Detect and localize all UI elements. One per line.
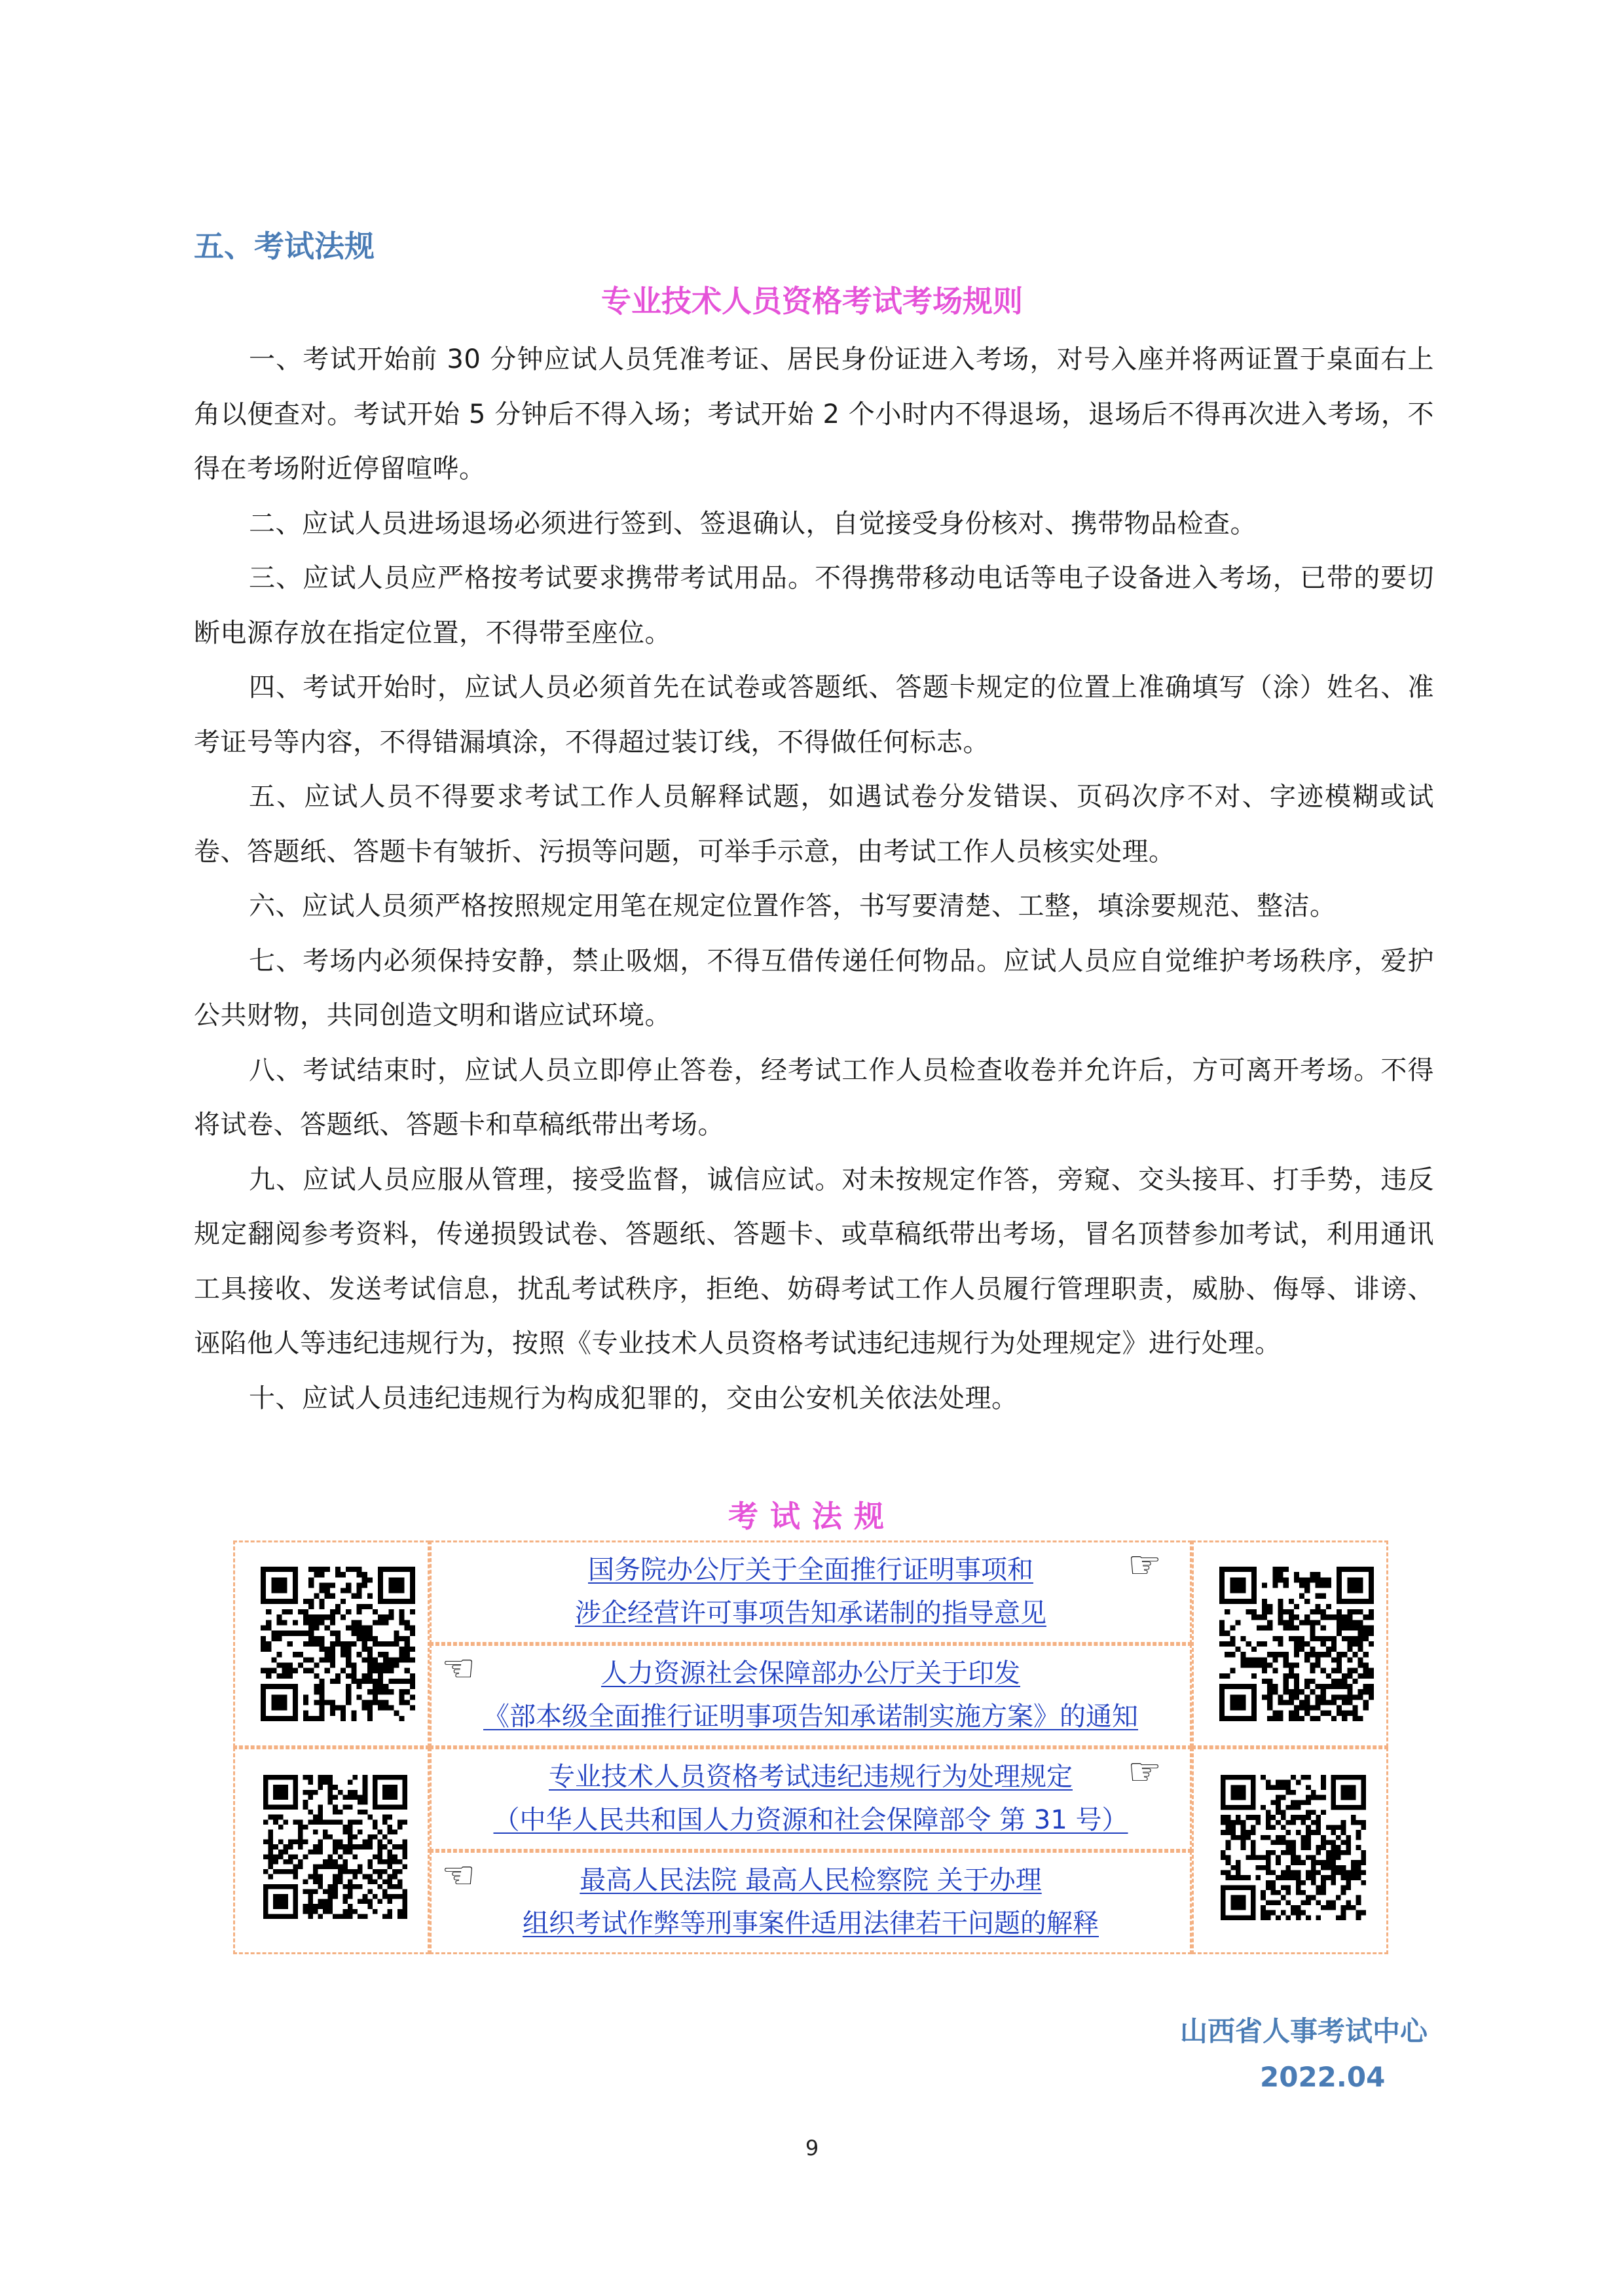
law-link-3[interactable] <box>430 1749 1192 1842</box>
law-link-4[interactable] <box>430 1859 1192 1945</box>
qr-code-2[interactable] <box>1219 1567 1374 1721</box>
rule-paragraph: 十、应试人员违纪违规行为构成犯罪的，交由公安机关依法处理。 <box>249 1383 1018 1413</box>
link-line[interactable]: （中华人民共和国人力资源和社会保障部令 第 31 号） <box>493 1805 1128 1835</box>
rule-paragraph: 四、考试开始时，应试人员必须首先在试卷或答题纸、答题卡规定的位置上准确填写（涂）姓名、准考证号等内容，不得错漏填涂，不得超过装订线，不得做任何标志。 <box>194 672 1434 757</box>
pointing-hand-icon: ☞ <box>1128 1542 1162 1587</box>
link-line[interactable]: 专业技术人员资格考试违纪违规行为处理规定 <box>549 1762 1073 1792</box>
footer-date: 2022.04 <box>1260 2061 1386 2093</box>
pointing-hand-icon: ☞ <box>1128 1749 1162 1794</box>
link-line[interactable]: 组织考试作弊等刑事案件适用法律若干问题的解释 <box>523 1908 1099 1939</box>
link-line[interactable]: 最高人民法院 最高人民检察院 关于办理 <box>580 1865 1042 1895</box>
law-link-2[interactable] <box>430 1652 1192 1738</box>
rule-paragraph: 一、考试开始前 30 分钟应试人员凭准考证、居民身份证进入考场，对号入座并将两证置于桌面右上角以便查对。考试开始 5 分钟后不得入场；考试开始 2 个小时内不得退场，退场后不得再次进入考场，不得在考场附近停留喧哗。 <box>194 344 1434 484</box>
rule-paragraph: 九、应试人员应服从管理，接受监督，诚信应试。对未按规定作答，旁窥、交头接耳、打手势，违反规定翻阅参考资料，传递损毁试卷、答题纸、答题卡、或草稿纸带出考场，冒名顶替参加考试，利用通讯工具接收、发送考试信息，扰乱考试秩序，拒绝、妨碍考试工作人员履行管理职责，威胁、侮辱、诽谤、诬陷他人等违纪违规行为，按照《专业技术人员资格考试违纪违规行为处理规定》进行处理。 <box>194 1164 1434 1358</box>
rule-paragraph: 七、考场内必须保持安静，禁止吸烟，不得互借传递任何物品。应试人员应自觉维护考场秩序，爱护公共财物，共同创造文明和谐应试环境。 <box>194 945 1434 1030</box>
rule-paragraph: 五、应试人员不得要求考试工作人员解释试题，如遇试卷分发错误、页码次序不对、字迹模糊或试卷、答题纸、答题卡有皱折、污损等问题，可举手示意，由考试工作人员核实处理。 <box>194 782 1434 867</box>
rule-paragraph: 三、应试人员应严格按考试要求携带考试用品。不得携带移动电话等电子设备进入考场，已带的要切断电源存放在指定位置，不得带至座位。 <box>194 563 1434 648</box>
link-line[interactable]: 《部本级全面推行证明事项告知承诺制实施方案》的通知 <box>483 1702 1138 1732</box>
pointing-hand-icon: ☜ <box>441 1853 475 1897</box>
rule-paragraph: 六、应试人员须严格按照规定用笔在规定位置作答，书写要清楚、工整，填涂要规范、整洁。 <box>249 891 1337 921</box>
qr-code-1[interactable] <box>261 1567 415 1721</box>
regulations-link-table <box>233 1540 1388 1954</box>
qr-code-3[interactable] <box>263 1775 407 1919</box>
document-title: 专业技术人员资格考试考场规则 <box>601 283 1023 319</box>
page-number: 9 <box>805 2136 819 2160</box>
link-line[interactable]: 涉企经营许可事项告知承诺制的指导意见 <box>575 1598 1046 1628</box>
qr-code-4[interactable] <box>1221 1775 1366 1920</box>
regulations-box-title: 考试法规 <box>728 1499 896 1534</box>
pointing-hand-icon: ☜ <box>441 1646 475 1690</box>
footer-organization: 山西省人事考试中心 <box>1179 2015 1428 2047</box>
law-link-1[interactable] <box>430 1542 1192 1635</box>
rule-paragraph: 八、考试结束时，应试人员立即停止答卷，经考试工作人员检查收卷并允许后，方可离开考场。不得将试卷、答题纸、答题卡和草稿纸带出考场。 <box>194 1055 1434 1140</box>
rules-list <box>194 333 1434 1426</box>
section-heading: 五、考试法规 <box>194 228 375 264</box>
rule-paragraph: 二、应试人员进场退场必须进行签到、签退确认，自觉接受身份核对、携带物品检查。 <box>249 508 1257 539</box>
link-line[interactable]: 人力资源社会保障部办公厅关于印发 <box>601 1658 1020 1688</box>
link-line[interactable]: 国务院办公厅关于全面推行证明事项和 <box>588 1555 1033 1585</box>
